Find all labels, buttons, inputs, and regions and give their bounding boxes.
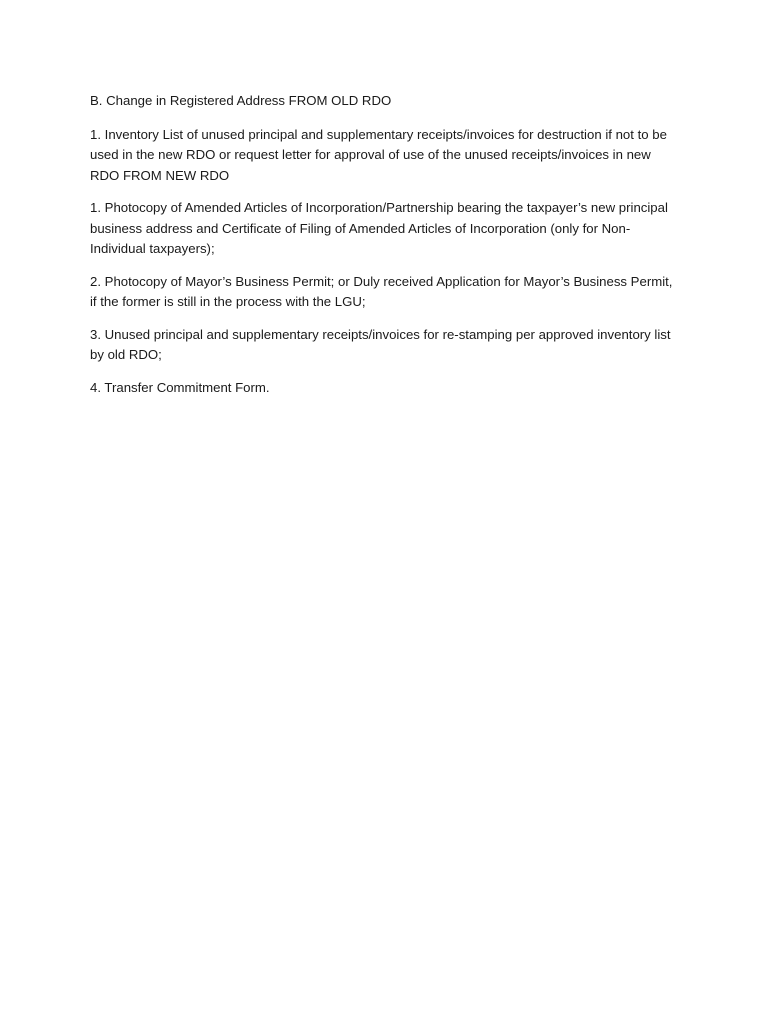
paragraph-inventory-list: 1. Inventory List of unused principal and supplementary receipts/invoices for destruction if not to be used in the new RDO or request letter for approval of use of the unused receipts/invoices in new RDO FROM NEW RDO (90, 126, 667, 183)
document-body (90, 91, 680, 410)
paragraph-amended-articles: 1. Photocopy of Amended Articles of Incorporation/Partnership bearing the taxpayer’s new principal business address and Certificate of Filing of Amended Articles of Incorporation (only for Non-Individual taxpayers); (90, 200, 668, 256)
paragraph-mayors-permit: 2. Photocopy of Mayor’s Business Permit; or Duly received Application for Mayor’s Business Permit, if the former is still in the process with the LGU; (90, 273, 673, 309)
section-heading: B. Change in Registered Address FROM OLD RDO (90, 93, 392, 108)
paragraph-transfer-form: 4. Transfer Commitment Form. (90, 379, 270, 395)
paragraph-unused-receipts: 3. Unused principal and supplementary receipts/invoices for re-stamping per approved inventory list by old RDO; (90, 326, 671, 362)
